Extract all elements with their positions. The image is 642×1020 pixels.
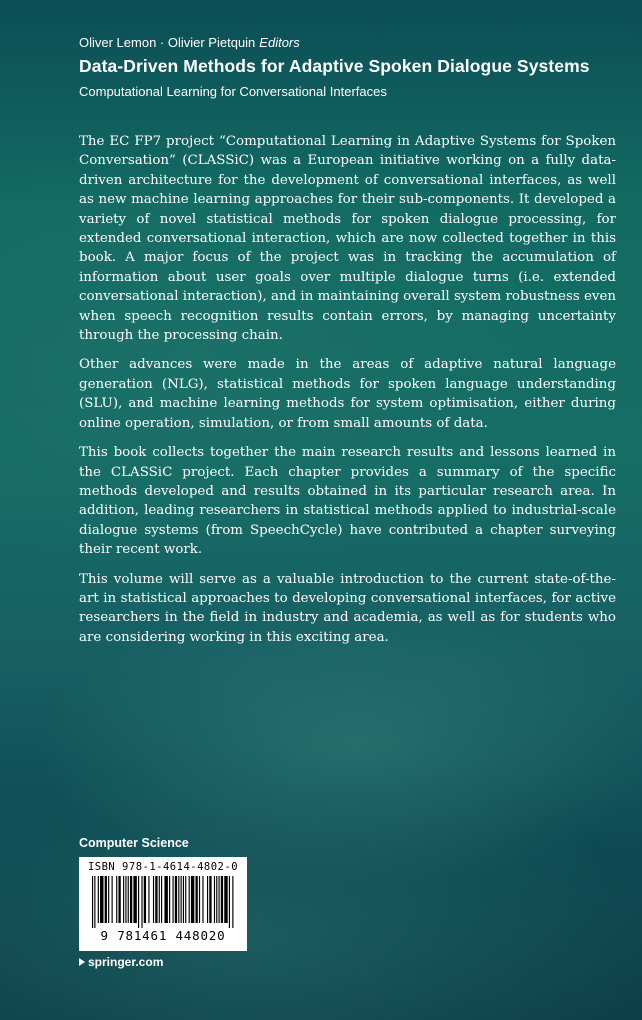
barcode-bar [224,876,227,923]
subject-category: Computer Science [79,836,189,850]
barcode-bar [164,876,167,923]
cover-header [79,35,599,99]
barcode-bars [88,876,238,928]
barcode-bar [125,876,126,923]
barcode-bar [94,876,95,928]
editors-line [79,35,599,50]
barcode-bar [128,876,129,923]
isbn-barcode [79,857,247,951]
barcode-bar [100,876,103,923]
barcode-bar [116,876,117,923]
barcode-bar [118,876,120,923]
barcode-bar [216,876,217,923]
barcode-bar [169,876,170,923]
barcode-bar [133,876,136,923]
barcode-bar [92,876,93,928]
barcode-bar [175,876,177,923]
barcode-bar [144,876,146,923]
barcode-bar [191,876,194,923]
blurb-paragraph-3: This book collects together the main research results and lessons learned in the CLASSiC project. Each chapter provides a summary of the specific methods developed and results obtained in its particular research area. In addition, leading researchers in statistical methods applied to industrial-scale dialogue systems (from SpeechCycle) have contributed a chapter surveying their recent work. [79,445,616,558]
barcode-bar [214,876,215,923]
book-subtitle: Computational Learning for Conversational Interfaces [79,84,387,99]
barcode-bar [148,876,149,923]
barcode-bar [178,876,179,923]
editors-names: Oliver Lemon · Olivier Pietquin [79,35,256,50]
editors-role: Editors [259,35,300,50]
barcode-bar [108,876,109,923]
barcode-bar [159,876,160,923]
barcode-bar [138,876,139,928]
barcode-bar [207,876,208,923]
website-label: springer.com [88,955,164,969]
barcode-bar [123,876,124,923]
barcode-bar [153,876,154,923]
barcode-bar [141,876,142,928]
barcode-bar [196,876,198,923]
barcode-bar [229,876,230,928]
publisher-website[interactable] [79,955,163,969]
barcode-bar [221,876,223,923]
barcode-bar [161,876,162,923]
barcode-bar [189,876,190,923]
barcode-bar [181,876,182,923]
barcode-bar [232,876,233,928]
isbn-label: ISBN 978-1-4614-4802-0 [87,861,239,873]
barcode-bar [130,876,132,923]
blurb-paragraph-1: The EC FP7 project “Computational Learning in Adaptive Systems for Spoken Conversation” (CLASSiC) was a European initiative working on a fully data-driven architecture for the development of conversational interfaces, as well as new machine learning approaches for their sub-components. It developed a variety of novel statistical methods for spoken dialogue processing, for extended conversational interaction, which are now collected together in this book. A major focus of the project was in tracking the accumulation of information about user goals over multiple dialogue turns (i.e. extended conversational interaction), and in maintaining overall system robustness even when speech recognition results contain errors, by managing uncertainty through the processing chain. [79,134,617,344]
barcode-bar [105,876,107,923]
arrow-right-icon [79,958,85,966]
barcode-bar [209,876,211,923]
barcode-bar [199,876,200,923]
barcode-bar [219,876,220,923]
blurb-paragraph-2: Other advances were made in the areas of adaptive natural language generation (NLG), statistical methods for spoken language understanding (SLU), and machine learning methods for system optimisation, either during online operation, simulation, or from small amounts of data. [79,357,616,431]
blurb-paragraph-4: This volume will serve as a valuable introduction to the current state-of-the-art in statistical approaches to developing conversational interfaces, for active researchers in the field in industry and academia, as well as for students who are considering working in this exciting area. [79,571,616,645]
barcode-bar [185,876,186,923]
barcode-bar [173,876,174,923]
barcode-bar [183,876,184,923]
barcode-bar [202,876,203,923]
barcode-digits: 9 781461 448020 [100,928,226,943]
barcode-bar [155,876,157,923]
barcode-bar [98,876,99,923]
barcode-bar [112,876,113,923]
blurb [79,132,616,657]
book-title: Data-Driven Methods for Adaptive Spoken Dialogue Systems [79,56,590,76]
